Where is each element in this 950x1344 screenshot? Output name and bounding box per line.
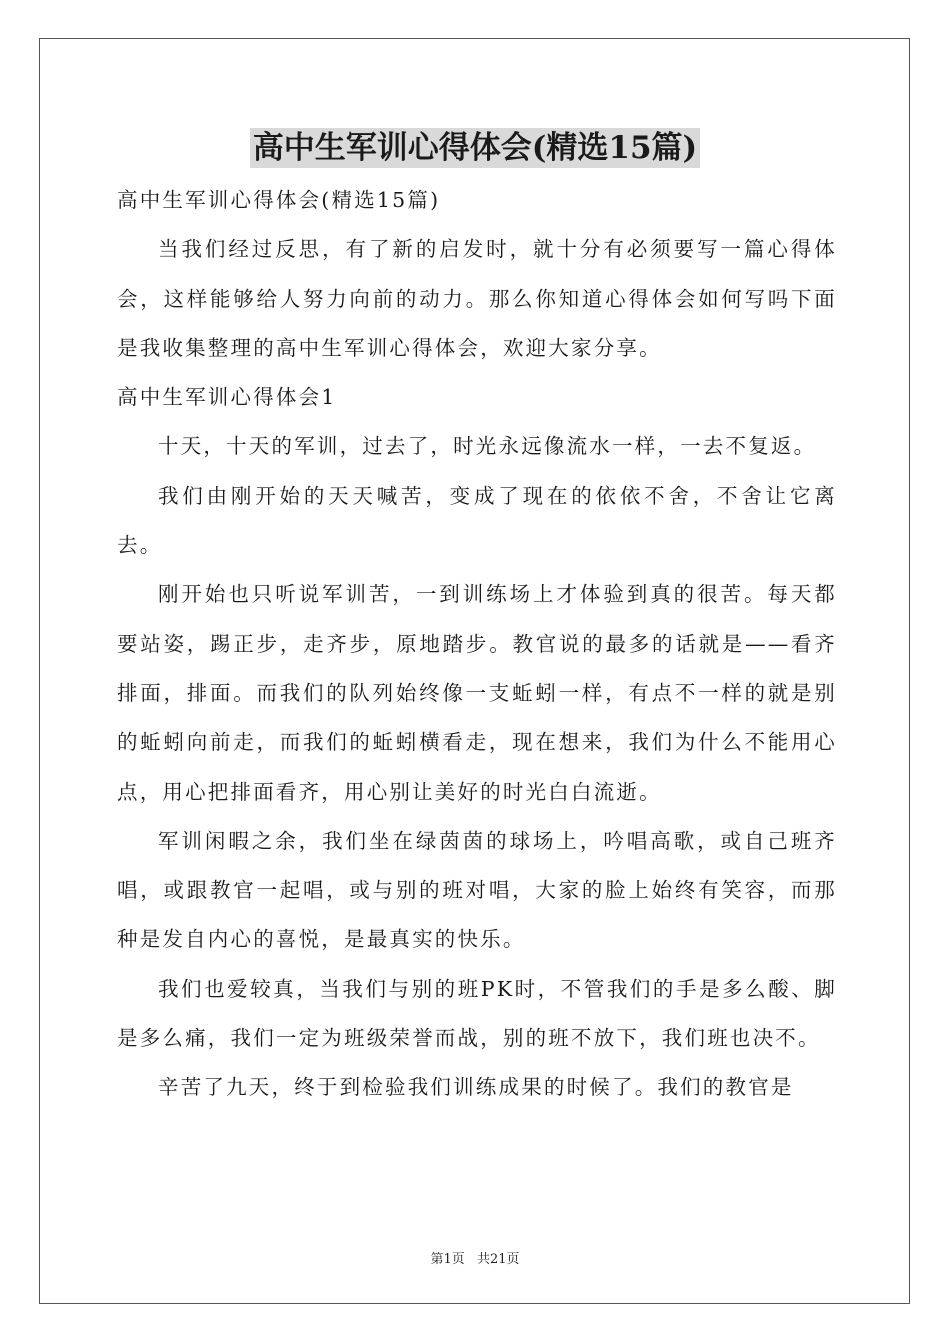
paragraph: 高中生军训心得体会(精选15篇) [117, 188, 441, 212]
document-body [117, 176, 837, 1113]
paragraph: 我们也爱较真，当我们与别的班PK时，不管我们的手是多么酸、脚是多么痛，我们一定为班级荣誉而战，别的班不放下，我们班也决不。 [117, 976, 837, 1051]
paragraph: 军训闲暇之余，我们坐在绿茵茵的球场上，吟唱高歌，或自己班齐唱，或跟教官一起唱，或与别的班对唱，大家的脸上始终有笑容，而那种是发自内心的喜悦，是最真实的快乐。 [117, 828, 837, 952]
paragraph: 十天，十天的军训，过去了，时光永远像流水一样，一去不复返。 [158, 434, 817, 459]
paragraph: 刚开始也只听说军训苦，一到训练场上才体验到真的很苦。每天都要站姿，踢正步，走齐步，原地踏步。教官说的最多的话就是——看齐排面，排面。而我们的队列始终像一支蚯蚓一样，有点不一样的就是别的蚯蚓向前走，而我们的蚯蚓横看走，现在想来，我们为什么不能用心点，用心把排面看齐，用心别让美好的时光白白流逝。 [117, 582, 837, 804]
document-title: 高中生军训心得体会(精选15篇) [250, 128, 700, 168]
page-total: 共21页 [476, 1252, 520, 1267]
title-container [0, 128, 950, 168]
paragraph: 我们由刚开始的天天喊苦，变成了现在的依依不舍，不舍让它离去。 [117, 483, 837, 558]
section-heading: 高中生军训心得体会1 [117, 385, 337, 410]
page-number: 第1页 [430, 1252, 465, 1267]
paragraph: 辛苦了九天，终于到检验我们训练成果的时候了。我们的教官是 [158, 1075, 794, 1100]
page-footer [0, 1248, 950, 1267]
paragraph: 当我们经过反思，有了新的启发时，就十分有必须要写一篇心得体会，这样能够给人努力向前的动力。那么你知道心得体会如何写吗下面是我收集整理的高中生军训心得体会，欢迎大家分享。 [117, 237, 837, 360]
